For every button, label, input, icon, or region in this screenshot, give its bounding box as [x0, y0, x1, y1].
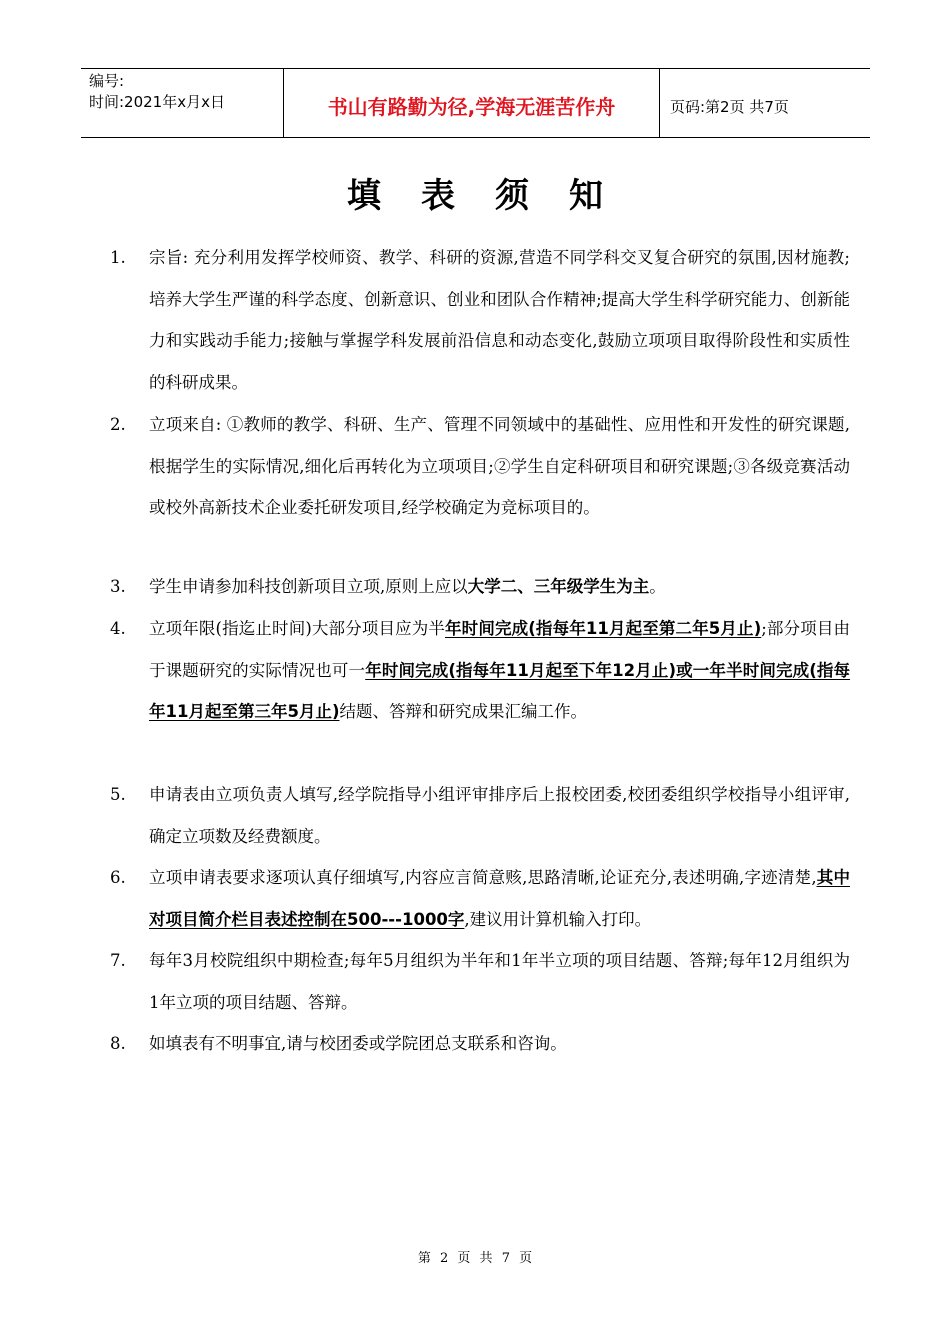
item-text: [149, 774, 850, 857]
item-text: [149, 608, 850, 733]
body-text: 立项年限(指迄止时间)大部分项目应为半: [149, 619, 446, 638]
body-text: 立项来自: ①教师的教学、科研、生产、管理不同领域中的基础性、应用性和开发性的研究课题,根据学生的实际情况,细化后再转化为立项项目;②学生自定科研项目和研究课题;③各级竞赛活动或校外高新技术企业委托研发项目,经学校确定为竞标项目的。: [149, 415, 850, 517]
doc-code-label: 编号:: [89, 72, 125, 90]
body-text: ,建议用计算机输入打印。: [464, 909, 652, 929]
item-text: [149, 857, 850, 940]
item-text: [149, 566, 850, 608]
list-item: [110, 1023, 850, 1065]
emphasis-text: 大学二、三年级学生为主: [467, 577, 650, 596]
body-text: 如填表有不明事宜,请与校团委或学院团总支联系和咨询。: [149, 1034, 567, 1053]
item-text: [149, 237, 850, 403]
body-text: 。: [649, 577, 666, 596]
item-number: 3.: [110, 577, 126, 596]
item-number: 1.: [110, 248, 126, 267]
item-number: 5.: [110, 785, 126, 804]
body-text: 学生申请参加科技创新项目立项,原则上应以: [149, 577, 468, 596]
item-text: [149, 404, 850, 529]
body-text: 结题、答辩和研究成果汇编工作。: [339, 702, 587, 721]
item-number: 4.: [110, 619, 126, 638]
item-number: 6.: [110, 868, 126, 887]
body-text: 宗旨: 充分利用发挥学校师资、教学、科研的资源,营造不同学科交叉复合研究的氛围,因材施教;培养大学生严谨的科学态度、创新意识、创业和团队合作精神;提高大学生科学研究能力、创新能力和实践动手能力;接触与掌握学科发展前沿信息和动态变化,鼓励立项项目取得阶段性和实质性的科研成果。: [149, 248, 850, 392]
doc-time-label: 时间:2021年x月x日: [89, 93, 225, 111]
page-title: 填表须知: [347, 176, 643, 216]
list-item: [110, 404, 850, 529]
page-header: [81, 68, 870, 138]
list-item: [110, 940, 850, 1023]
header-page-info: 页码:第2页 共7页: [670, 97, 789, 116]
body-text: ;部分项目由于课题研究的实际情况也可一: [149, 619, 851, 680]
header-meta: [81, 69, 283, 137]
body-text: 每年3月校院组织中期检查;每年5月组织为半年和1年半立项的项目结题、答辩;每年12月组织为1年立项的项目结题、答辩。: [149, 951, 850, 1012]
list-item: [110, 774, 850, 857]
list-item: [110, 857, 850, 940]
emphasis-text: 年时间完成(指每年11月起至下年12月止)或一年半时间完成(指每年11月起至第三年5月止): [149, 660, 851, 721]
item-text: [149, 1023, 850, 1065]
body-text: 立项申请表要求逐项认真仔细填写,内容应言简意赅,思路清晰,论证充分,表述明确,字迹清楚,: [149, 868, 817, 887]
list-item: [110, 566, 850, 608]
item-number: 8.: [110, 1034, 126, 1053]
header-motto: 书山有路勤为径,学海无涯苦作舟: [283, 69, 660, 137]
item-number: 7.: [110, 951, 126, 970]
emphasis-text: 其中对项目简介栏目表述控制在500---1000字: [149, 868, 850, 929]
item-number: 2.: [110, 415, 126, 434]
list-item: [110, 237, 850, 403]
emphasis-text: 年时间完成(指每年11月起至第二年5月止): [445, 619, 762, 638]
page-footer: 第 2 页 共 7 页: [417, 1251, 533, 1266]
body-text: 申请表由立项负责人填写,经学院指导小组评审排序后上报校团委,校团委组织学校指导小组评审,确定立项数及经费额度。: [149, 785, 850, 846]
item-text: [149, 940, 850, 1023]
list-item: [110, 608, 850, 733]
